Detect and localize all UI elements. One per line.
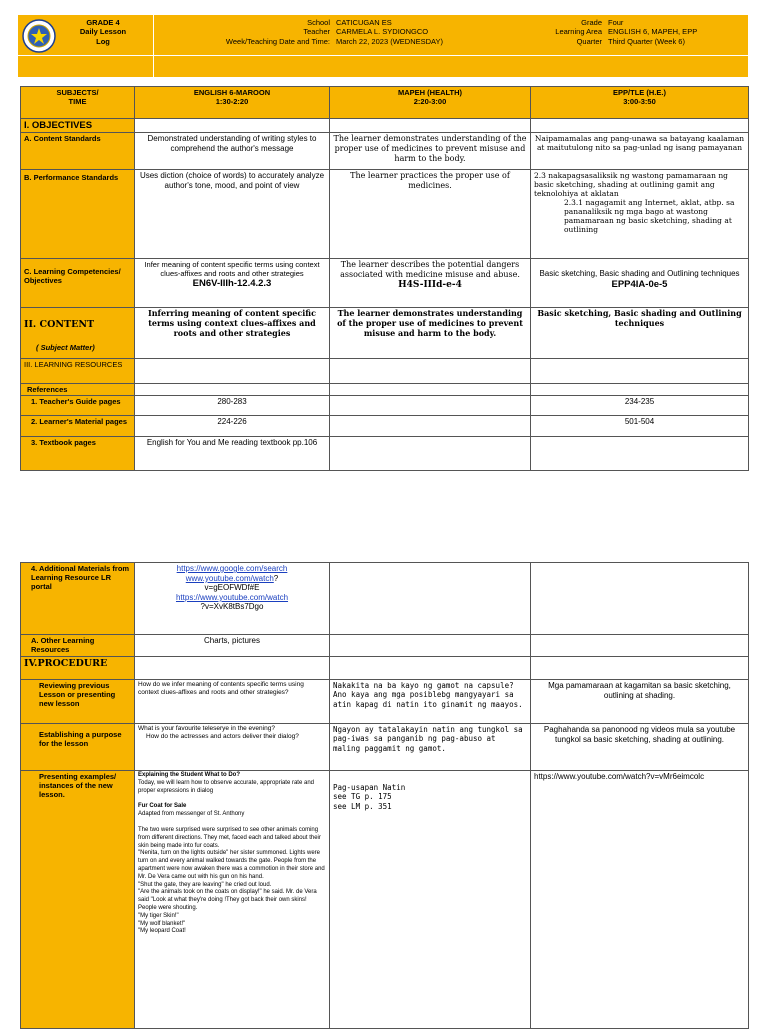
empty-cell xyxy=(330,119,531,133)
area-label: Learning Area xyxy=(555,27,602,37)
competencies-epp xyxy=(531,259,749,308)
youtube-link-2-param: ?v=XvK8tBs7Dgo xyxy=(200,602,264,612)
purpose-epp: Paghahanda sa panonood ng videos mula sa youtube tungkol sa basic sketching, shading at outlining. xyxy=(531,724,749,771)
log-title xyxy=(58,18,148,46)
competencies-english-text: Infer meaning of content specific terms using context clues-affixes and roots and other strategies xyxy=(144,260,320,279)
empty-cell xyxy=(135,384,330,396)
content-standards-english: Demonstrated understanding of writing styles to comprehend the author's message xyxy=(135,133,330,170)
school-label: School xyxy=(307,18,330,27)
content-standards-mapeh: The learner demonstrates understanding of the proper use of medicines to prevent misuse and harm to the body. xyxy=(330,133,531,170)
empty-cell xyxy=(531,384,749,396)
objectives-heading: I. OBJECTIVES xyxy=(21,119,135,133)
english-header: ENGLISH 6-MAROON 1:30-2:20 xyxy=(135,87,330,119)
competencies-mapeh xyxy=(330,259,531,308)
empty-cell xyxy=(330,416,531,437)
review-label: Reviewing previous Lesson or presenting new lesson xyxy=(21,680,135,724)
empty-cell xyxy=(330,359,531,384)
empty-cell xyxy=(531,359,749,384)
empty-cell xyxy=(531,563,749,635)
purpose-english xyxy=(135,724,330,771)
review-mapeh xyxy=(330,680,531,724)
area-value: ENGLISH 6, MAPEH, EPP xyxy=(608,27,698,37)
lesson-log-header xyxy=(18,15,748,77)
header-values xyxy=(336,18,536,46)
empty-cell xyxy=(330,635,531,657)
content-label-cell xyxy=(21,308,135,359)
other-resources-row xyxy=(21,635,749,657)
youtube-link-1-param: v=gEOFWDf#E xyxy=(204,583,260,593)
presenting-title: Explaining the Student What to Do? xyxy=(138,772,240,778)
empty-cell xyxy=(531,657,749,680)
story-paragraph: "Nenita, turn on the lights outside" her sister summoned. Lights were turn on and every animal walked towards the gate. People from the apartment were now awaken there was a commotion in their store and Mr. De Vera came out with his gun on his hand. xyxy=(138,850,325,880)
deped-seal-icon xyxy=(22,19,56,53)
purpose-label: Establishing a purpose for the lesson xyxy=(21,724,135,771)
review-english: How do we infer meaning of contents specific terms using context clues-affixes and roots and other strategies? xyxy=(135,680,330,724)
header-divider xyxy=(153,15,154,77)
header-values-right xyxy=(608,18,748,46)
presenting-mapeh-line1: Pag-usapan Natin xyxy=(333,783,406,792)
story-paragraph: "Shut the gate, they are leaving" he cried out loud. xyxy=(138,881,272,888)
subject-matter: ( Subject Matter) xyxy=(36,342,95,352)
empty-cell xyxy=(330,396,531,416)
empty-cell xyxy=(330,384,531,396)
other-resources-english: Charts, pictures xyxy=(135,635,330,657)
textbook-row xyxy=(21,437,749,471)
competencies-english xyxy=(135,259,330,308)
teachers-guide-label: 1. Teacher's Guide pages xyxy=(21,396,135,416)
grade-value: Four xyxy=(608,18,624,27)
learners-material-row xyxy=(21,416,749,437)
log-title-line1: Daily Lesson xyxy=(79,27,127,37)
textbook-label: 3. Textbook pages xyxy=(21,437,135,471)
header-divider xyxy=(18,55,748,56)
story-source: Adapted from messenger of St. Anthony xyxy=(138,811,245,818)
competencies-english-code: EN6V-IIIh-12.4.2.3 xyxy=(192,278,272,290)
content-english: Inferring meaning of content specific terms using context clues-affixes and roots and other strategies xyxy=(135,308,330,359)
presenting-label: Presenting examples/ instances of the new lesson. xyxy=(21,771,135,1029)
story-paragraph: "My tiger Skin!" xyxy=(138,912,179,919)
teachers-guide-row xyxy=(21,396,749,416)
objectives-row xyxy=(21,119,749,133)
content-standards-label: A. Content Standards xyxy=(21,133,135,170)
youtube-link-1[interactable]: www.youtube.com/watch xyxy=(185,573,274,583)
perf-epp-line2: 2.3.1 nagagamit ang Internet, aklat, atbp. sa pananaliksik ng mga bago at wastong pamamaraan ng basic sketching, shading at outlining xyxy=(564,198,735,235)
empty-cell xyxy=(330,657,531,680)
performance-standards-epp xyxy=(531,170,749,259)
additional-materials-label: 4. Additional Materials from Learning Resource LR portal xyxy=(21,563,135,635)
presenting-intro: Today, we will learn how to observe accurate, appropriate rate and proper expressions in dialog xyxy=(138,779,314,794)
content-standards-row xyxy=(21,133,749,170)
youtube-link-2[interactable]: https://www.youtube.com/watch xyxy=(175,592,289,602)
presenting-mapeh xyxy=(330,771,531,1029)
story-paragraph: The two were surprised were surprised to see other animals coming from different directions. They met, faced each and talked about their skin being made into fur coats. xyxy=(138,826,321,849)
presenting-mapeh-line3: see LM p. 351 xyxy=(333,801,392,811)
procedure-row xyxy=(21,657,749,680)
grade-label: Grade xyxy=(581,18,602,27)
content-row xyxy=(21,308,749,359)
empty-cell xyxy=(531,635,749,657)
teacher-value: CARMELA L. SYDIONGCO xyxy=(336,27,429,37)
additional-materials-row xyxy=(21,563,749,635)
purpose-english-line2: How do the actresses and actors deliver their dialog? xyxy=(146,732,299,740)
learners-material-label: 2. Learner's Material pages xyxy=(21,416,135,437)
presenting-mapeh-line2: see TG p. 175 xyxy=(333,792,392,802)
lesson-table-2 xyxy=(20,562,749,1029)
empty-cell xyxy=(330,563,531,635)
purpose-row xyxy=(21,724,749,771)
performance-standards-english: Uses diction (choice of words) to accurately analyze author's tone, mood, and point of view xyxy=(135,170,330,259)
story-paragraph: "My leopard Coat! xyxy=(138,928,186,935)
content-heading: II. CONTENT xyxy=(24,319,95,331)
performance-standards-label: B. Performance Standards xyxy=(21,170,135,259)
learners-material-epp: 501-504 xyxy=(531,416,749,437)
purpose-english-line1: What is your favourite teleserye in the evening? xyxy=(138,725,275,732)
week-value: March 22, 2023 (WEDNESDAY) xyxy=(336,36,443,46)
story-paragraph: "Are the animals took on the coats on display!" he said. Mr. de Vera said "Look at what they're doing !They got back their own skins! People were shouting. xyxy=(138,889,317,911)
competencies-mapeh-text: The learner describes the potential dangers associated with medicine misuse and abuse. xyxy=(340,260,520,279)
competencies-mapeh-code: H4S-IIId-e-4 xyxy=(398,279,462,290)
grade-title: GRADE 4 xyxy=(86,18,120,27)
competencies-label: C. Learning Competencies/ Objectives xyxy=(21,259,135,308)
purpose-mapeh: Ngayon ay tatalakayin natin ang tungkol sa pag-iwas sa panganib ng pag-abuso at maling paggamit ng gamot. xyxy=(330,724,531,771)
additional-materials-links xyxy=(135,563,330,635)
epp-header: EPP/TLE (H.E.) 3:00-3:50 xyxy=(531,87,749,119)
lesson-table-1 xyxy=(20,86,749,471)
presenting-english xyxy=(135,771,330,1029)
story-title: Fur Coat for Sale xyxy=(138,803,187,810)
content-mapeh: The learner demonstrates understanding of the proper use of medicines to prevent misuse and harm to the body. xyxy=(330,308,531,359)
school-value: CATICUGAN ES xyxy=(336,18,392,27)
competencies-epp-code: EPP4IA-0e-5 xyxy=(611,278,668,290)
header-labels xyxy=(158,18,330,46)
teachers-guide-epp: 234-235 xyxy=(531,396,749,416)
review-row xyxy=(21,680,749,724)
quarter-label: Quarter xyxy=(576,36,602,46)
resources-label: III. LEARNING RESOURCES xyxy=(21,359,135,384)
link-tail: ? xyxy=(273,573,279,583)
presenting-epp: https://www.youtube.com/watch?v=vMr6eimcolc xyxy=(531,771,749,1029)
content-standards-epp: Naipamamalas ang pang-unawa sa batayang kaalaman at maitutulong nito sa pag-unlad ng isang pamayanan xyxy=(531,133,749,170)
empty-cell xyxy=(135,657,330,680)
textbook-english: English for You and Me reading textbook pp.106 xyxy=(135,437,330,471)
empty-cell xyxy=(330,437,531,471)
subjects-header-row xyxy=(21,87,749,119)
empty-cell xyxy=(135,119,330,133)
review-mapeh-line1: Nakakita na ba kayo ng gamot na capsule? xyxy=(333,681,514,690)
performance-standards-row xyxy=(21,170,749,259)
presenting-row xyxy=(21,771,749,1029)
references-row xyxy=(21,384,749,396)
empty-cell xyxy=(531,119,749,133)
review-epp: Mga pamamaraan at kagamitan sa basic sketching, outlining at shading. xyxy=(531,680,749,724)
quarter-value: Third Quarter (Week 6) xyxy=(608,36,685,46)
competencies-row xyxy=(21,259,749,308)
google-search-link[interactable]: https://www.google.com/search xyxy=(176,564,288,573)
references-label: References xyxy=(21,384,135,396)
other-resources-label: A. Other Learning Resources xyxy=(21,635,135,657)
perf-epp-line1: 2.3 nakapagsasaliksik ng wastong pamamaraan ng basic sketching, shading at outlining gamit ang teknolohiya at aklatan xyxy=(534,171,728,199)
procedure-heading: IV.PROCEDURE xyxy=(21,657,135,680)
resources-row xyxy=(21,359,749,384)
mapeh-header: MAPEH (HEALTH) 2:20-3:00 xyxy=(330,87,531,119)
learners-material-english: 224-226 xyxy=(135,416,330,437)
log-title-line2: Log xyxy=(96,36,110,46)
teachers-guide-english: 280-283 xyxy=(135,396,330,416)
subjects-header: SUBJECTS/ TIME xyxy=(21,87,135,119)
story-paragraph: "My wolf blanket!" xyxy=(138,920,186,927)
empty-cell xyxy=(531,437,749,471)
empty-cell xyxy=(135,359,330,384)
competencies-epp-text: Basic sketching, Basic shading and Outlining techniques xyxy=(539,269,740,279)
content-epp: Basic sketching, Basic shading and Outlining techniques xyxy=(531,308,749,359)
review-mapeh-line2: Ano kaya ang mga posiblebg mangyayari sa atin kapag di natin ito ginamit ng maayos. xyxy=(333,690,523,709)
week-label: Week/Teaching Date and Time: xyxy=(225,36,330,46)
header-labels-right xyxy=(518,18,602,46)
performance-standards-mapeh: The learner practices the proper use of medicines. xyxy=(330,170,531,259)
teacher-label: Teacher xyxy=(303,27,330,37)
